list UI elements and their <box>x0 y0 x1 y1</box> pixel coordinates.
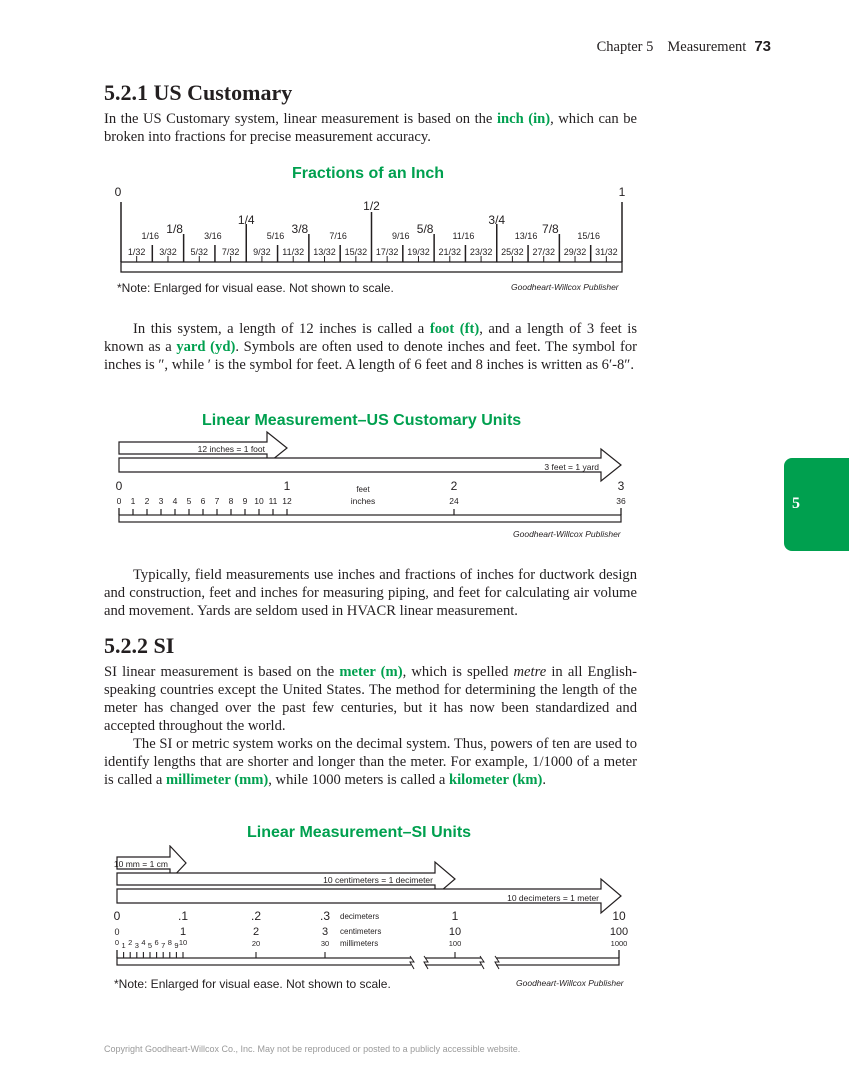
decimeter-label: 0 <box>113 909 121 923</box>
chapter-tab <box>784 458 849 551</box>
label-sixteenth: 11/16 <box>452 231 475 241</box>
millimeter-label-small: 7 <box>161 941 166 950</box>
centimeter-label: 3 <box>321 926 329 938</box>
arrow-meter-label: 10 decimeters = 1 meter <box>507 893 599 903</box>
inch-label: 12 <box>282 496 292 506</box>
label-eighth: 3/8 <box>291 222 309 236</box>
label-eighth: 7/8 <box>542 222 559 236</box>
inch-label-36: 36 <box>616 496 626 506</box>
inch-label: 4 <box>172 496 178 506</box>
decimeter-label: .1 <box>177 909 189 923</box>
term-meter: meter (m) <box>339 664 403 680</box>
feet-unit-label: feet <box>356 485 370 494</box>
millimeter-label: 20 <box>251 939 261 948</box>
label-thirty-second: 13/32 <box>313 247 336 257</box>
inch-label: 2 <box>144 496 150 506</box>
inch-unit-label: inches <box>350 496 376 506</box>
label-thirty-second: 1/32 <box>127 247 146 257</box>
millimeter-label-small: 9 <box>174 941 179 950</box>
centimeter-label: 100 <box>609 926 629 938</box>
millimeter-label-small: 6 <box>154 938 159 947</box>
label-sixteenth: 7/16 <box>329 231 347 241</box>
label-thirty-second: 23/32 <box>469 247 493 257</box>
label-quarter: 3/4 <box>488 213 506 227</box>
term-foot: foot (ft) <box>429 321 480 337</box>
paragraph-decimal-system: The SI or metric system works on the decimal system. Thus, powers of ten are used to identify lengths that are shorter and longer than the meter. For example, 1/1000 of a meter is called a millimeter (mm), while 1000 meters is called a kilometer (km). <box>104 736 637 788</box>
chapter-tab-label: 5 <box>792 495 800 512</box>
millimeter-label: 1000 <box>610 939 628 948</box>
inch-label-24: 24 <box>449 496 459 506</box>
millimeter-label: 30 <box>320 939 330 948</box>
figure-title-us-customary: Linear Measurement–US Customary Units <box>202 412 522 429</box>
label-thirty-second: 7/32 <box>221 247 240 257</box>
inch-label: 11 <box>268 496 278 506</box>
label-thirty-second: 29/32 <box>563 247 587 257</box>
term-millimeter: millimeter (mm) <box>166 772 269 788</box>
label-sixteenth: 13/16 <box>514 231 538 241</box>
arrow-decimeter-label: 10 centimeters = 1 decimeter <box>323 875 433 885</box>
decimeter-label: 10 <box>612 909 626 923</box>
label-thirty-second: 11/32 <box>282 247 305 257</box>
ruler-label-zero: 0 <box>114 185 122 199</box>
term-kilometer: kilometer (km) <box>449 772 543 788</box>
figure-title-fractions: Fractions of an Inch <box>292 165 445 182</box>
figure-credit-si: Goodheart-Willcox Publisher <box>516 978 624 988</box>
section-heading-si: 5.2.2 SI <box>104 633 175 658</box>
label-1-2: 1/2 <box>363 199 380 213</box>
label-eighth: 5/8 <box>416 222 434 236</box>
paragraph-foot-yard: In this system, a length of 12 inches is called a foot (ft), and a length of 3 feet is known as a yard (yd). Symbols are often used to denote inches and feet. The symbol for inches is ″, while ′ is the symbol for feet. A length of 6 feet and 8 inches is written as 6′-8″. <box>104 321 637 373</box>
label-sixteenth: 1/16 <box>141 231 160 241</box>
label-sixteenth: 3/16 <box>204 231 222 241</box>
decimeter-label: .3 <box>319 909 331 923</box>
label-thirty-second: 31/32 <box>595 247 618 257</box>
label-sixteenth: 15/16 <box>577 231 600 241</box>
feet-label: 2 <box>450 479 458 493</box>
arrow-foot-label: 12 inches = 1 foot <box>197 444 265 454</box>
centimeter-label: 10 <box>448 926 462 938</box>
millimeter-label-small: 4 <box>141 938 146 947</box>
label-quarter: 1/4 <box>237 213 255 227</box>
si-ruler <box>100 845 640 975</box>
label-thirty-second: 9/32 <box>253 247 271 257</box>
millimeter-unit-label: millimeters <box>340 939 379 948</box>
figure-title-si: Linear Measurement–SI Units <box>247 824 472 841</box>
figure-note-si: *Note: Enlarged for visual ease. Not shown to scale. <box>114 977 391 991</box>
chapter-title: Measurement <box>667 39 747 55</box>
inch-label: 7 <box>214 496 220 506</box>
millimeter-label-small: 2 <box>128 938 133 947</box>
paragraph-inch: In the US Customary system, linear measurement is based on the inch (in), which can be broken into fractions for precise measurement accuracy. <box>104 111 637 145</box>
section-heading-us-customary: 5.2.1 US Customary <box>104 80 293 105</box>
label-thirty-second: 19/32 <box>407 247 430 257</box>
inch-label: 10 <box>254 496 264 506</box>
feet-label: 1 <box>283 479 291 493</box>
millimeter-label-small: 0 <box>114 938 120 947</box>
label-sixteenth: 9/16 <box>392 231 410 241</box>
label-thirty-second: 17/32 <box>375 247 399 257</box>
paragraph-field-measurements: Typically, field measurements use inches and fractions of inches for ductwork design and construction, feet and inches for measuring piping, and feet for calculating air volume and movement. Yards are seldom used in HVACR linear measurement. <box>104 567 637 619</box>
term-inch: inch (in) <box>496 111 551 127</box>
copyright-footer: Copyright Goodheart-Willcox Co., Inc. May not be reproduced or posted to a publicly accessible website. <box>104 1044 521 1054</box>
paragraph-meter: SI linear measurement is based on the meter (m), which is spelled metre in all English-speaking countries except the United States. The method for determining the length of the meter has changed over the past few centuries, but it has now been standardized and accepted throughout the world. <box>104 664 637 734</box>
centimeter-label: 2 <box>252 926 260 938</box>
label-thirty-second: 21/32 <box>438 247 462 257</box>
label-thirty-second: 15/32 <box>344 247 368 257</box>
feet-label: 3 <box>617 479 625 493</box>
fractions-ruler <box>100 182 640 282</box>
feet-label: 0 <box>115 479 123 493</box>
label-thirty-second: 27/32 <box>532 247 555 257</box>
inch-label: 8 <box>228 496 234 506</box>
page-number: 73 <box>754 38 771 55</box>
arrow-yard-label: 3 feet = 1 yard <box>544 462 599 472</box>
decimeter-unit-label: decimeters <box>340 912 380 921</box>
centimeter-unit-label: centimeters <box>340 927 382 936</box>
inch-label: 0 <box>116 496 122 506</box>
decimeter-label: .2 <box>250 909 262 923</box>
millimeter-label: 100 <box>448 939 462 948</box>
inch-label: 5 <box>186 496 192 506</box>
inch-label: 3 <box>158 496 164 506</box>
millimeter-label-small: 3 <box>134 941 139 950</box>
inch-label: 9 <box>242 496 248 506</box>
label-thirty-second: 5/32 <box>190 247 209 257</box>
chapter-label: Chapter 5 <box>596 39 654 55</box>
label-sixteenth: 5/16 <box>266 231 285 241</box>
inch-label: 6 <box>200 496 206 506</box>
label-eighth: 1/8 <box>166 222 183 236</box>
ruler-label-one: 1 <box>618 185 626 199</box>
millimeter-label-small: 10 <box>178 938 188 947</box>
figure-credit-fractions: Goodheart-Willcox Publisher <box>511 282 619 292</box>
millimeter-label-small: 8 <box>167 938 172 947</box>
millimeter-label-small: 5 <box>147 941 153 950</box>
term-yard: yard (yd) <box>176 339 236 355</box>
inch-label: 1 <box>130 496 136 506</box>
arrow-centimeter-label: 10 mm = 1 cm <box>113 859 168 869</box>
millimeter-label-small: 1 <box>121 941 126 950</box>
label-thirty-second: 25/32 <box>501 247 524 257</box>
figure-credit-us: Goodheart-Willcox Publisher <box>513 529 621 539</box>
us-customary-ruler <box>100 430 640 526</box>
centimeter-label: 1 <box>179 926 187 938</box>
running-header <box>597 38 771 56</box>
centimeter-label: 0 <box>114 927 120 937</box>
label-thirty-second: 3/32 <box>159 247 177 257</box>
decimeter-label: 1 <box>451 909 459 923</box>
figure-note-fractions: *Note: Enlarged for visual ease. Not shown to scale. <box>117 281 394 295</box>
